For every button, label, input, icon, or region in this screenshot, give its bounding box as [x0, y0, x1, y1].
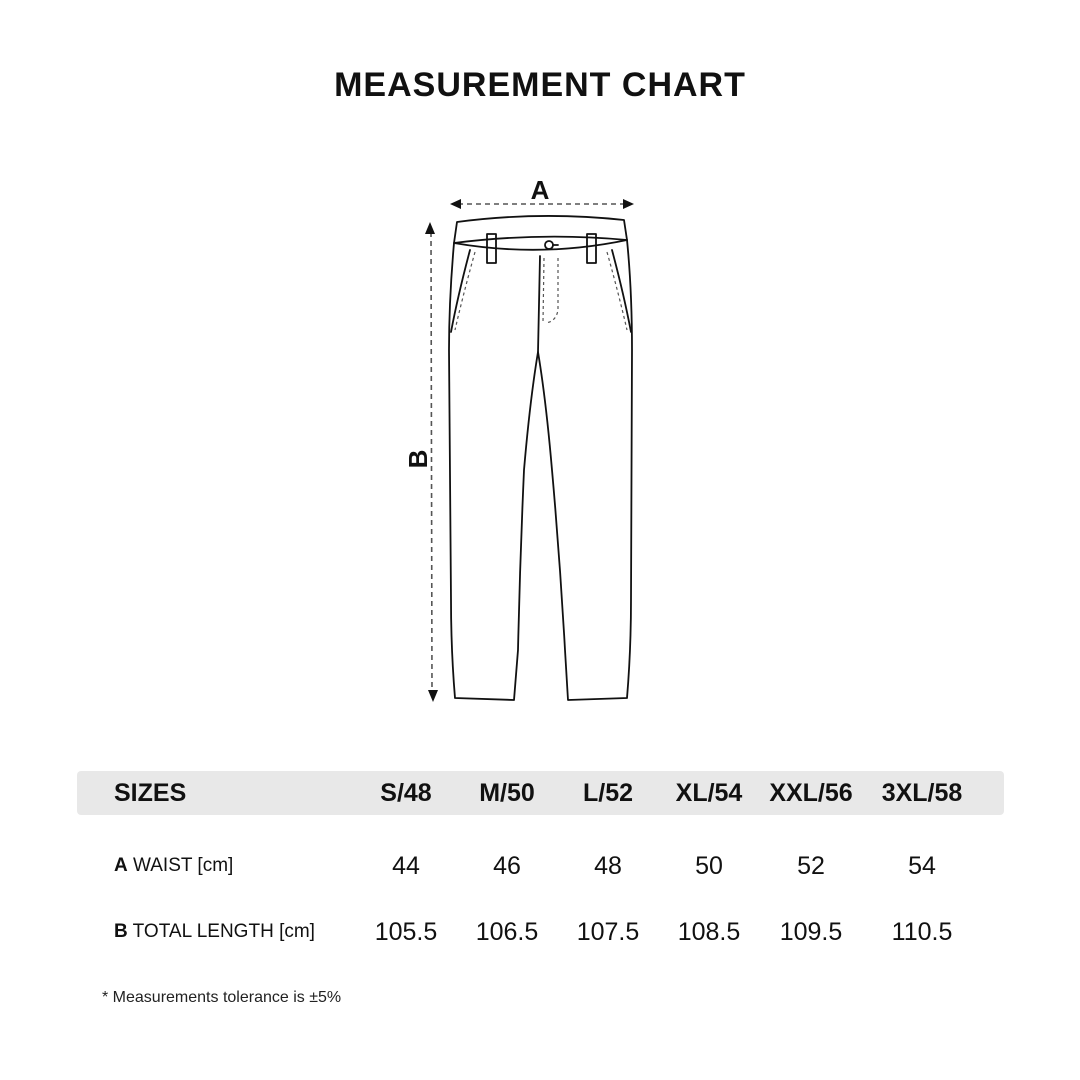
size-header: L/52	[582, 779, 634, 807]
size-header: 3XL/58	[881, 779, 963, 807]
button-icon	[545, 241, 553, 249]
arrow-b-top-icon	[425, 222, 435, 234]
table-cell: 105.5	[374, 918, 438, 946]
size-header: XXL/56	[769, 779, 853, 807]
dimension-b-label: B	[403, 449, 433, 469]
fly-line	[538, 256, 540, 352]
table-cell: 50	[695, 852, 723, 880]
pocket-left	[451, 250, 470, 332]
table-cell: 107.5	[576, 918, 640, 946]
arrow-b-bottom-icon	[428, 690, 438, 702]
dimension-a-label: A	[530, 175, 550, 205]
trousers-outline	[449, 240, 632, 700]
tolerance-note: * Measurements tolerance is ±5%	[102, 989, 342, 1006]
size-header: S/48	[380, 779, 432, 807]
sizes-header: SIZES	[114, 779, 187, 807]
table-cell: 109.5	[779, 918, 843, 946]
table-cell: 54	[908, 852, 936, 880]
page-title: MEASUREMENT CHART	[334, 66, 746, 104]
table-cell: 44	[392, 852, 420, 880]
size-header: XL/54	[675, 779, 743, 807]
table-cell: 46	[493, 852, 521, 880]
table-cell: 106.5	[475, 918, 539, 946]
row-label-text: TOTAL LENGTH [cm]	[132, 921, 315, 942]
row-label-text: WAIST [cm]	[133, 855, 234, 876]
row-letter: B	[114, 921, 128, 942]
size-header: M/50	[479, 779, 535, 807]
table-cell: 108.5	[677, 918, 741, 946]
table-cell: 52	[797, 852, 825, 880]
row-letter: A	[114, 855, 128, 876]
arrow-a-right-icon	[623, 199, 634, 209]
arrow-a-left-icon	[450, 199, 461, 209]
table-cell: 48	[594, 852, 622, 880]
waistband-bottom	[454, 240, 627, 250]
row-label-length	[114, 921, 315, 943]
table-cell: 110.5	[891, 918, 953, 946]
waistband-outline	[454, 216, 627, 243]
row-label-waist	[114, 855, 233, 877]
